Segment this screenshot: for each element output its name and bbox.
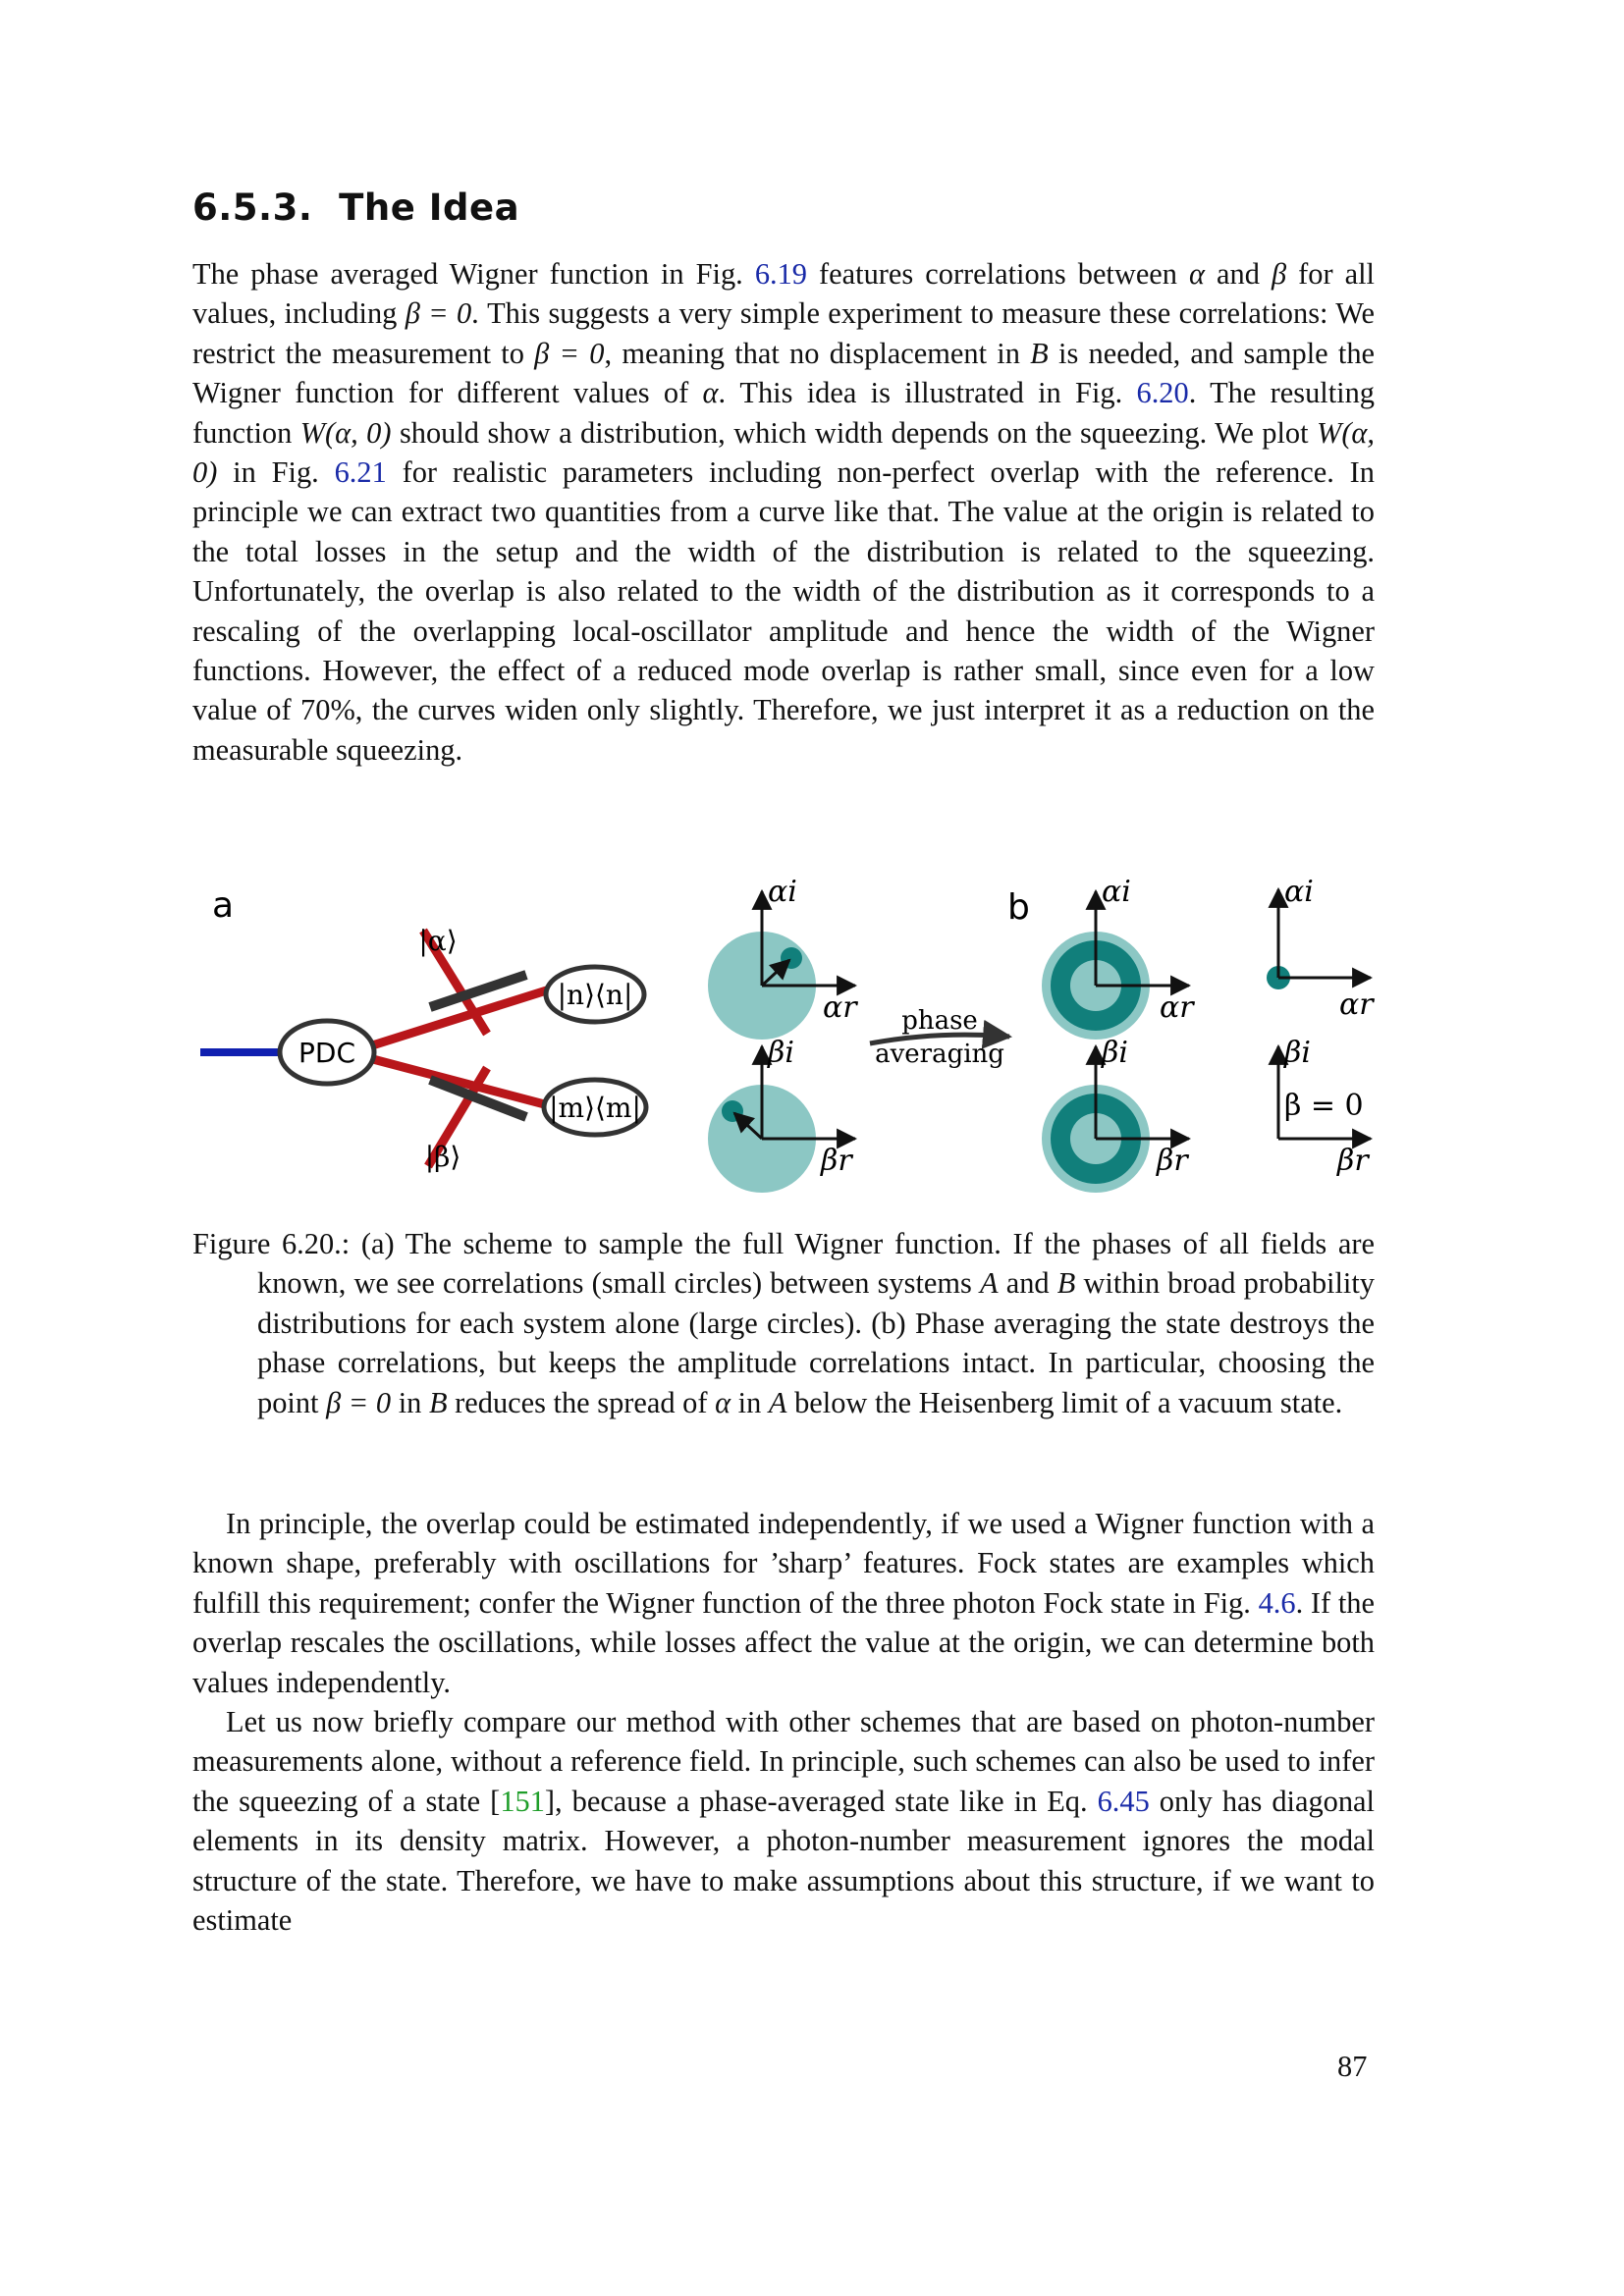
ket-beta-label: |β⟩ <box>424 1141 461 1173</box>
idler-beam <box>369 1058 556 1107</box>
beta-i-label: βi <box>768 1036 794 1070</box>
projector-n-label: |n⟩⟨n| <box>557 979 633 1011</box>
c-alpha-i-label: αi <box>1284 875 1314 909</box>
figure-caption: Figure 6.20.: (a) The scheme to sample the full Wigner function. If the phases of all fields are known, we see correlations (small circles) between systems A and B within broad probability distributions for each system alone (large circles). (b) Phase averaging the state destroys the phase correlations, but keeps the amplitude correlations intact. In particular, choosing the point β = 0 in B reduces the spread of α in A below the Heisenberg limit of a vacuum state. <box>192 1227 1375 1419</box>
equation-ref-6-45[interactable]: 6.45 <box>1097 1784 1150 1818</box>
figure-ref-6-21[interactable]: 6.21 <box>334 455 387 490</box>
panel-a-label: a <box>212 885 235 926</box>
paragraph-3: Let us now briefly compare our method with other schemes that are based on photon-number measurements alone, without a reference field. In principle, such schemes can also be used to infer the squeezing of a state [151], because a phase-averaged state like in Eq. 6.45 only has diagonal elements in its density matrix. However, a photon-number measurement ignores the modal structure of the state. Therefore, we have to make assumptions about this structure, if we want to estimate <box>192 1705 1375 1938</box>
c-beta-r-label: βr <box>1337 1144 1369 1178</box>
c-alpha-r-label: αr <box>1339 988 1374 1022</box>
b-alpha-r-label: αr <box>1160 990 1194 1025</box>
figure-ref-6-19[interactable]: 6.19 <box>754 257 807 291</box>
paragraph-1: The phase averaged Wigner function in Fig. 6.19 features correlations between α and β for all values, including β = 0. This suggests a very simple experiment to measure these correlations: We restrict the measurement to β = 0, meaning that no displacement in B is needed, and sample the Wigner function for different values of α. This idea is illustrated in Fig. 6.20. The resulting function W(α, 0) should show a distribution, which width depends on the squeezing. We plot W(α, 0) in Fig. 6.21 for realistic parameters including non-perfect overlap with the reference. In principle we can extract two quantities from a curve like that. The value at the origin is related to the total losses in the setup and the width of the distribution is related to the squeezing. Unfortunately, the overlap is also related to the width of the distribution as it corresponds to a rescaling of the overlapping local-oscillator amplitude and hence the width of the Wigner functions. However, the effect of a reduced mode overlap is rather small, since even for a low value of 70%, the curves widen only slightly. Therefore, we just interpret it as a reduction on the measurable squeezing. <box>192 257 1376 767</box>
section-number: 6.5.3. <box>192 187 313 229</box>
alpha-i-label: αi <box>768 875 797 909</box>
b-beta-r-label: βr <box>1157 1144 1188 1178</box>
beta-r-label: βr <box>821 1144 852 1178</box>
caption-label: Figure 6.20.: <box>192 1227 351 1260</box>
citation-151[interactable]: 151 <box>500 1784 545 1818</box>
figure-ref-4-6[interactable]: 4.6 <box>1258 1585 1296 1620</box>
beta-zero-label: β = 0 <box>1284 1089 1364 1123</box>
section-heading <box>192 187 519 229</box>
b-beta-i-label: βi <box>1102 1036 1128 1070</box>
section-title-text: The Idea <box>339 187 520 229</box>
figure-ref-6-20[interactable]: 6.20 <box>1136 376 1189 410</box>
paragraph-2: In principle, the overlap could be estimated independently, if we used a Wigner function with a known shape, preferably with oscillations for ’sharp’ features. Fock states are examples which fulfill this requirement; confer the Wigner function of the three photon Fock state in Fig. 4.6. If the overlap rescales the oscillations, while losses affect the value at the origin, we can determine both values independently. <box>192 1507 1375 1699</box>
phase-label: phase <box>901 1006 978 1036</box>
ket-alpha-label: |α⟩ <box>418 925 458 957</box>
pdc-label: PDC <box>298 1037 355 1069</box>
figure-6-20 <box>192 872 1384 1198</box>
page-number: 87 <box>1337 2050 1368 2083</box>
projector-m-label: |m⟩⟨m| <box>549 1092 641 1124</box>
b-alpha-i-label: αi <box>1102 875 1131 909</box>
c-beta-i-label: βi <box>1284 1036 1311 1070</box>
panel-b-label: b <box>1007 887 1030 928</box>
averaging-label: averaging <box>875 1040 1004 1069</box>
alpha-r-label: αr <box>823 990 857 1025</box>
